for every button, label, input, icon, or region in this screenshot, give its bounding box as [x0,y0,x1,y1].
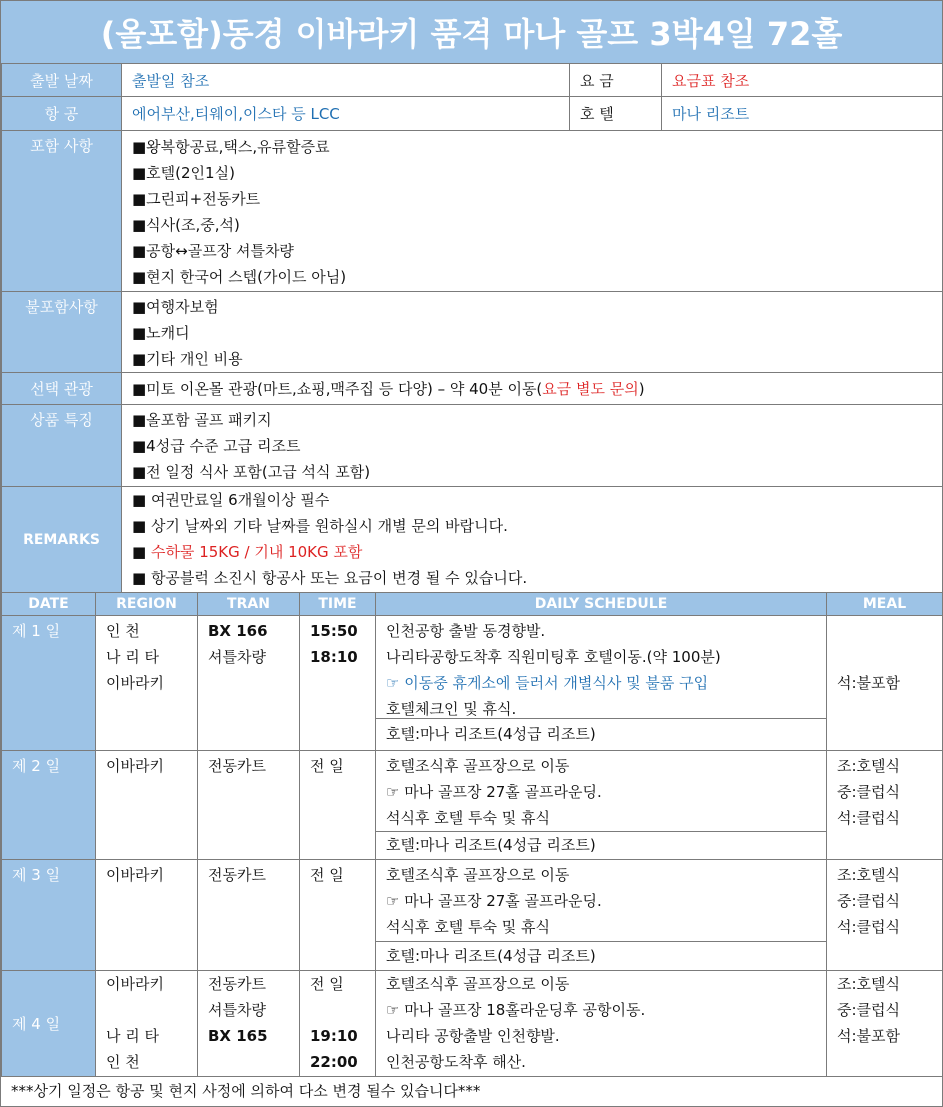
depart-value: 출발일 참조 [122,64,570,97]
day-label: 제 1 일 [2,616,96,751]
list-item: ■ 여권만료일 6개월이상 필수 [132,491,330,509]
region-line: 이바라키 [106,757,164,775]
schedule-hotel: 호텔:마나 리조트(4성급 리조트) [386,947,596,965]
page-title: (올포함)동경 이바라키 품격 마나 골프 3박4일 72홀 [1,1,942,64]
schedule-line: 나리타공항도착후 직원미팅후 호텔이동.(약 100분) [386,648,721,666]
tran-line: BX 166 [208,622,268,640]
col-region: REGION [96,593,198,616]
day-row [2,860,943,971]
schedule-line: ☞ 마나 골프장 27홀 골프라운딩. [386,892,602,910]
tran-line: 셔틀차량 [208,648,266,666]
list-item: ■왕복항공료,택스,유류할증료 [132,138,330,156]
col-daily: DAILY SCHEDULE [376,593,827,616]
day-schedule [376,751,827,860]
schedule-table [1,592,943,1077]
day-region [96,971,198,1077]
air-value: 에어부산,티웨이,이스타 등 LCC [122,97,570,131]
list-item: ■4성급 수준 고급 리조트 [132,437,301,455]
list-item: ■기타 개인 비용 [132,350,243,368]
meal-line: 석:클럽식 [837,918,901,936]
region-line: 나 리 타 [106,1027,160,1045]
time-line: 전 일 [310,757,344,775]
optional-end: ) [638,380,645,398]
details-table [1,130,943,593]
time-line: 19:10 [310,1027,358,1045]
depart-label: 출발 날짜 [2,64,122,97]
optional-label: 선택 관광 [2,373,122,405]
list-item: ■식사(조,중,석) [132,216,240,234]
features-list [122,405,943,487]
air-label: 항 공 [2,97,122,131]
info-table [1,63,943,131]
day-row [2,751,943,860]
region-line: 이바라키 [106,674,164,692]
schedule-line: 석식후 호텔 투숙 및 휴식 [386,918,550,936]
meal-line: 중:클럽식 [837,783,901,801]
tran-line: 전동카트 [208,757,266,775]
time-line [310,997,375,1023]
list-item: ■ 상기 날짜외 기타 날짜를 원하실시 개별 문의 바랍니다. [132,517,508,535]
footer-note: ***상기 일정은 항공 및 현지 사정에 의하여 다소 변경 될수 있습니다*** [1,1076,942,1106]
list-item: ■전 일정 식사 포함(고급 석식 포함) [132,463,371,481]
schedule-line: 호텔조식후 골프장으로 이동 [386,975,570,993]
day-meal [827,971,943,1077]
hotel-value: 마나 리조트 [662,97,943,131]
day-region [96,860,198,971]
col-time: TIME [300,593,376,616]
excluded-list [122,292,943,373]
schedule-line: ☞ 마나 골프장 27홀 골프라운딩. [386,783,602,801]
excluded-label: 불포함사항 [2,292,122,373]
optional-note: 요금 별도 문의 [542,380,639,398]
list-item [132,539,942,565]
meal-line: 조:호텔식 [837,757,901,775]
hotel-label: 호 텔 [570,97,662,131]
day-label: 제 3 일 [2,860,96,971]
day-schedule [376,971,827,1077]
day-tran [198,860,300,971]
day-meal [827,616,943,751]
time-line: 15:50 [310,622,358,640]
region-line [106,997,197,1023]
schedule-line: 인천공항도착후 해산. [386,1053,526,1071]
region-line: 인 천 [106,622,140,640]
schedule-hotel: 호텔:마나 리조트(4성급 리조트) [386,725,596,743]
day-schedule [376,616,827,751]
meal-line: 중:클럽식 [837,1001,901,1019]
meal-line: 석:불포함 [837,1027,901,1045]
day-region [96,751,198,860]
meal-line: 조:호텔식 [837,866,901,884]
tran-line: 전동카트 [208,866,266,884]
time-line: 18:10 [310,648,358,666]
remark-bullet: ■ [132,543,151,561]
day-time [300,860,376,971]
included-list [122,131,943,292]
remarks-label: REMARKS [2,487,122,593]
schedule-line: 석식후 호텔 투숙 및 휴식 [386,809,550,827]
day-row [2,971,943,1077]
time-line: 전 일 [310,866,344,884]
day-region [96,616,198,751]
schedule-line: 호텔조식후 골프장으로 이동 [386,866,570,884]
day-time [300,616,376,751]
price-label: 요 금 [570,64,662,97]
list-item: ■호텔(2인1실) [132,164,235,182]
meal-line: 석:불포함 [837,674,901,692]
day-tran [198,616,300,751]
tran-line: 전동카트 [208,975,266,993]
day-meal [827,751,943,860]
price-value: 요금표 참조 [662,64,943,97]
remarks-list [122,487,943,593]
schedule-line: ☞ 마나 골프장 18홀라운딩후 공항이동. [386,1001,646,1019]
meal-line: 조:호텔식 [837,975,901,993]
day-row [2,616,943,751]
tran-line: BX 165 [208,1027,268,1045]
tran-line: 셔틀차량 [208,1001,266,1019]
day-label: 제 4 일 [2,971,96,1077]
col-date: DATE [2,593,96,616]
col-tran: TRAN [198,593,300,616]
time-line: 전 일 [310,975,344,993]
remark-baggage: 수하물 15KG / 기내 10KG 포함 [150,543,363,561]
day-time [300,751,376,860]
list-item: ■ 항공블럭 소진시 항공사 또는 요금이 변경 될 수 있습니다. [132,569,528,587]
list-item: ■올포함 골프 패키지 [132,411,272,429]
schedule-line: ☞ 이동중 휴게소에 들러서 개별식사 및 불품 구입 [386,674,709,692]
optional-text [122,373,943,405]
day-time [300,971,376,1077]
list-item: ■노캐디 [132,324,190,342]
day-label: 제 2 일 [2,751,96,860]
optional-main: ■미토 이온몰 관광(마트,쇼핑,맥주집 등 다양) – 약 40분 이동( [132,380,543,398]
schedule-line: 호텔체크인 및 휴식. [386,700,517,718]
region-line: 이바라키 [106,975,164,993]
meal-line: 중:클럽식 [837,892,901,910]
schedule-line: 나리타 공항출발 인천향발. [386,1027,560,1045]
list-item: ■그린피+전동카트 [132,190,261,208]
list-item: ■여행자보험 [132,298,219,316]
time-line: 22:00 [310,1053,358,1071]
meal-line: 석:클럽식 [837,809,901,827]
day-tran [198,751,300,860]
list-item: ■현지 한국어 스텝(가이드 아님) [132,268,347,286]
schedule-line: 인천공항 출발 동경향발. [386,622,546,640]
day-tran [198,971,300,1077]
schedule-hotel: 호텔:마나 리조트(4성급 리조트) [386,836,596,854]
region-line: 나 리 타 [106,648,160,666]
included-label: 포함 사항 [2,131,122,292]
features-label: 상품 특징 [2,405,122,487]
day-schedule [376,860,827,971]
region-line: 인 천 [106,1053,140,1071]
list-item: ■공항↔골프장 셔틀차량 [132,242,294,260]
region-line: 이바라키 [106,866,164,884]
col-meal: MEAL [827,593,943,616]
day-meal [827,860,943,971]
tran-line [208,1049,299,1075]
schedule-line: 호텔조식후 골프장으로 이동 [386,757,570,775]
